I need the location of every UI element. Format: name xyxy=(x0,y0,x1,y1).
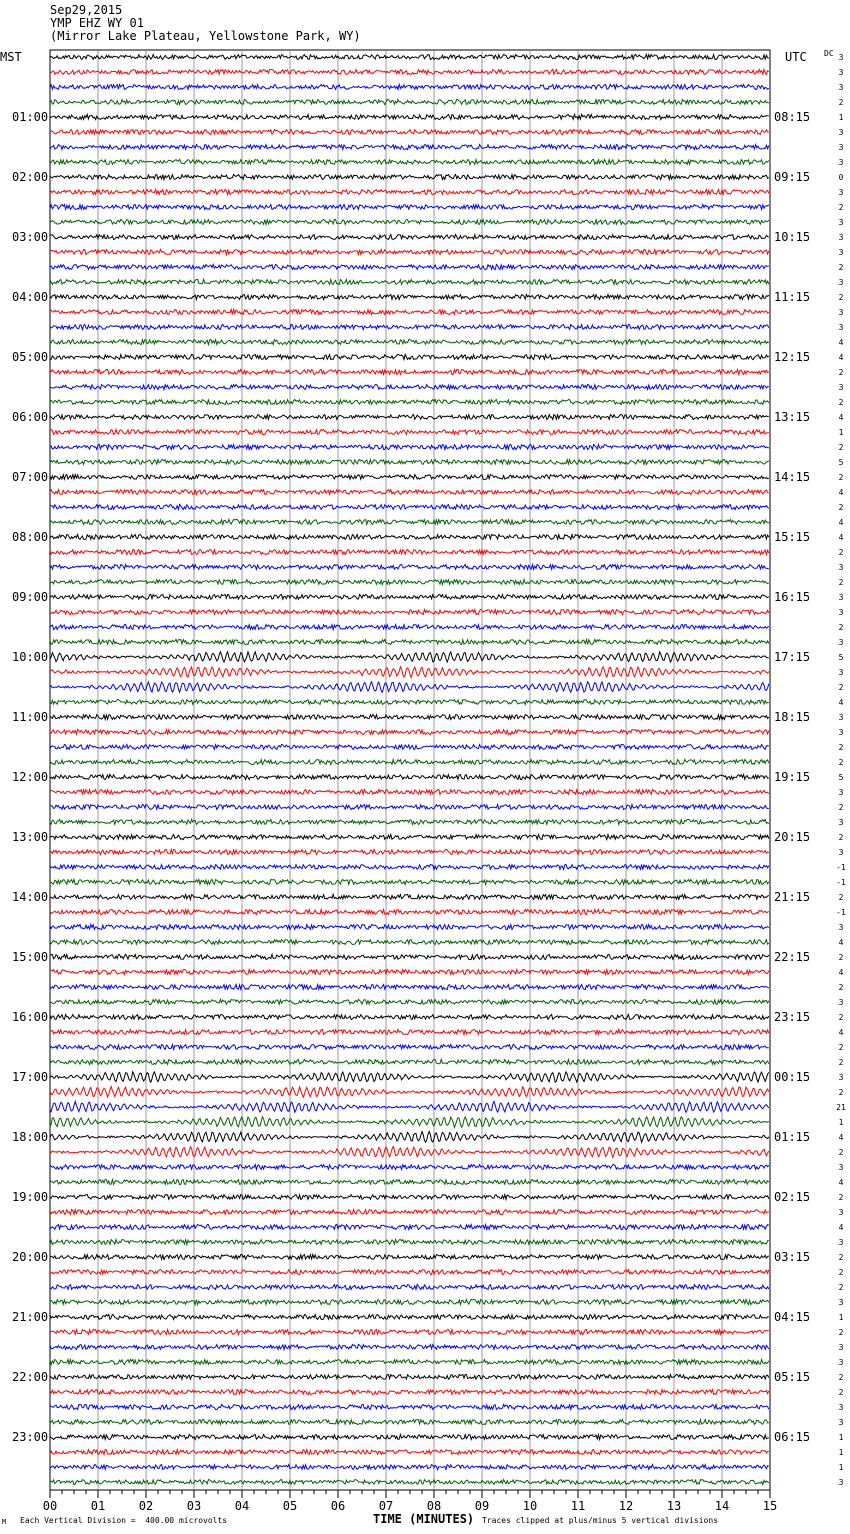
trace-58 xyxy=(50,925,769,930)
trace-63 xyxy=(50,999,769,1004)
right-hour-label: 18:15 xyxy=(774,710,811,724)
right-hour-label: 05:15 xyxy=(774,1370,811,1384)
left-hour-label: 13:00 xyxy=(12,830,49,844)
dc-offset-value: 4 xyxy=(838,1223,844,1232)
dc-offset-value: 2 xyxy=(838,398,844,407)
trace-11 xyxy=(50,219,769,224)
trace-7 xyxy=(50,159,769,164)
left-hour-label: 21:00 xyxy=(12,1310,49,1324)
x-tick-label: 09 xyxy=(474,1499,490,1513)
trace-20 xyxy=(50,354,769,359)
left-hour-label: 11:00 xyxy=(12,710,49,724)
trace-34 xyxy=(50,564,769,569)
dc-offset-value: 2 xyxy=(838,473,844,482)
dc-column-label: DC xyxy=(824,49,834,58)
dc-offset-value: 3 xyxy=(838,1478,844,1487)
trace-4 xyxy=(50,114,769,119)
dc-offset-value: 2 xyxy=(838,758,844,767)
dc-offset-value: 2 xyxy=(838,503,844,512)
left-hour-label: 19:00 xyxy=(12,1190,49,1204)
right-hour-label: 04:15 xyxy=(774,1310,811,1324)
dc-offset-value: 4 xyxy=(838,1178,844,1187)
trace-18 xyxy=(50,324,769,329)
x-tick-label: 01 xyxy=(90,1499,106,1513)
right-hour-label: 15:15 xyxy=(774,530,811,544)
left-hour-label: 08:00 xyxy=(12,530,49,544)
trace-26 xyxy=(50,444,769,449)
right-hour-label: 16:15 xyxy=(774,590,811,604)
dc-offset-value: 2 xyxy=(838,953,844,962)
trace-40 xyxy=(50,652,769,662)
right-hour-label: 14:15 xyxy=(774,470,811,484)
dc-offset-value: 2 xyxy=(838,98,844,107)
dc-offset-value: 4 xyxy=(838,938,844,947)
x-tick-label: 05 xyxy=(282,1499,298,1513)
dc-offset-value: 3 xyxy=(838,143,844,152)
dc-offset-value: 2 xyxy=(838,578,844,587)
trace-87 xyxy=(50,1359,769,1364)
right-hour-label: 11:15 xyxy=(774,290,811,304)
x-tick-label: 00 xyxy=(42,1499,58,1513)
scale-note: Each Vertical Division = 400.00 microvolts xyxy=(20,1516,228,1525)
dc-offset-value: 2 xyxy=(838,1058,844,1067)
right-hour-label: 00:15 xyxy=(774,1070,811,1084)
dc-offset-value: 2 xyxy=(838,833,844,842)
dc-offset-value: 3 xyxy=(838,248,844,257)
trace-48 xyxy=(50,774,769,779)
trace-42 xyxy=(50,682,769,692)
dc-offset-value: 4 xyxy=(838,353,844,362)
dc-offset-value: 1 xyxy=(838,1463,844,1472)
trace-95 xyxy=(50,1480,769,1485)
dc-offset-value: 2 xyxy=(838,203,844,212)
left-hour-label: 09:00 xyxy=(12,590,49,604)
dc-offset-value: 3 xyxy=(838,608,844,617)
trace-44 xyxy=(50,715,769,720)
trace-38 xyxy=(50,624,769,629)
trace-57 xyxy=(50,910,769,915)
dc-offset-value: 3 xyxy=(838,323,844,332)
dc-offset-value: 2 xyxy=(838,623,844,632)
right-hour-label: 10:15 xyxy=(774,230,811,244)
x-tick-label: 03 xyxy=(186,1499,202,1513)
trace-2 xyxy=(50,84,769,89)
trace-41 xyxy=(50,667,769,678)
left-hour-label: 03:00 xyxy=(12,230,49,244)
left-timezone-label: MST xyxy=(0,50,22,64)
right-hour-label: 13:15 xyxy=(774,410,811,424)
left-hour-label: 10:00 xyxy=(12,650,49,664)
trace-8 xyxy=(50,175,769,180)
left-hour-label: 02:00 xyxy=(12,170,49,184)
footer-mark: M xyxy=(2,1518,7,1526)
dc-offset-value: 3 xyxy=(838,278,844,287)
dc-offset-value: 3 xyxy=(838,1418,844,1427)
trace-35 xyxy=(50,580,769,585)
trace-91 xyxy=(50,1419,769,1424)
dc-offset-value: 3 xyxy=(838,188,844,197)
dc-offset-value: 2 xyxy=(838,1043,844,1052)
dc-offset-value: 3 xyxy=(838,128,844,137)
trace-23 xyxy=(50,400,769,405)
dc-offset-value: -1 xyxy=(836,908,846,917)
trace-28 xyxy=(50,475,769,480)
dc-offset-value: 2 xyxy=(838,548,844,557)
dc-offset-value: 2 xyxy=(838,803,844,812)
trace-12 xyxy=(50,235,769,240)
trace-90 xyxy=(50,1404,769,1409)
trace-3 xyxy=(50,99,769,104)
trace-16 xyxy=(50,294,769,299)
dc-offset-value: 3 xyxy=(838,1403,844,1412)
trace-70 xyxy=(50,1102,769,1113)
trace-25 xyxy=(50,429,769,434)
trace-60 xyxy=(50,954,769,959)
dc-offset-value: 2 xyxy=(838,683,844,692)
clip-note: Traces clipped at plus/minus 5 vertical divisions xyxy=(482,1516,719,1525)
dc-offset-value: 1 xyxy=(838,1448,844,1457)
dc-offset-value: 5 xyxy=(838,653,844,662)
trace-27 xyxy=(50,460,769,465)
dc-offset-value: 3 xyxy=(838,383,844,392)
trace-37 xyxy=(50,610,769,615)
dc-offset-value: 2 xyxy=(838,893,844,902)
trace-24 xyxy=(50,415,769,420)
dc-offset-value: 1 xyxy=(838,1118,844,1127)
dc-offset-value: 4 xyxy=(838,533,844,542)
trace-77 xyxy=(50,1209,769,1214)
trace-32 xyxy=(50,535,769,540)
dc-offset-value: 3 xyxy=(838,1073,844,1082)
right-hour-label: 20:15 xyxy=(774,830,811,844)
chart-date: Sep29,2015 xyxy=(50,3,123,17)
trace-81 xyxy=(50,1270,769,1275)
trace-74 xyxy=(50,1165,769,1170)
trace-80 xyxy=(50,1255,769,1260)
trace-13 xyxy=(50,250,769,255)
trace-66 xyxy=(50,1045,769,1050)
trace-5 xyxy=(50,130,769,135)
right-hour-label: 09:15 xyxy=(774,170,811,184)
trace-83 xyxy=(50,1300,769,1305)
left-hour-label: 05:00 xyxy=(12,350,49,364)
trace-88 xyxy=(50,1374,769,1379)
trace-94 xyxy=(50,1465,769,1470)
trace-47 xyxy=(50,759,769,764)
trace-9 xyxy=(50,189,769,194)
dc-offset-value: 2 xyxy=(838,1193,844,1202)
trace-85 xyxy=(50,1330,769,1335)
dc-offset-value: 3 xyxy=(838,998,844,1007)
left-hour-label: 07:00 xyxy=(12,470,49,484)
dc-offset-value: 3 xyxy=(838,53,844,62)
right-hour-label: 23:15 xyxy=(774,1010,811,1024)
dc-offset-value: 3 xyxy=(838,713,844,722)
station-code: YMP EHZ WY 01 xyxy=(50,16,144,30)
right-hour-label: 22:15 xyxy=(774,950,811,964)
trace-10 xyxy=(50,204,769,209)
left-hour-label: 22:00 xyxy=(12,1370,49,1384)
dc-offset-value: 1 xyxy=(838,1313,844,1322)
trace-64 xyxy=(50,1015,769,1020)
trace-54 xyxy=(50,864,769,869)
trace-75 xyxy=(50,1180,769,1185)
right-hour-label: 03:15 xyxy=(774,1250,811,1264)
station-location: (Mirror Lake Plateau, Yellowstone Park, WY) xyxy=(50,29,361,43)
trace-31 xyxy=(50,520,769,525)
trace-73 xyxy=(50,1147,769,1158)
dc-offset-value: 2 xyxy=(838,1328,844,1337)
x-tick-label: 15 xyxy=(762,1499,778,1513)
dc-offset-value: 3 xyxy=(838,1208,844,1217)
dc-offset-value: 2 xyxy=(838,1253,844,1262)
x-tick-label: 06 xyxy=(330,1499,346,1513)
dc-offset-value: 4 xyxy=(838,1028,844,1037)
x-tick-label: 11 xyxy=(570,1499,586,1513)
dc-offset-value: 4 xyxy=(838,413,844,422)
trace-55 xyxy=(50,879,769,884)
dc-offset-value: 4 xyxy=(838,698,844,707)
dc-offset-value: 3 xyxy=(838,638,844,647)
trace-6 xyxy=(50,145,769,150)
trace-79 xyxy=(50,1240,769,1245)
right-hour-label: 08:15 xyxy=(774,110,811,124)
dc-offset-value: 1 xyxy=(838,113,844,122)
trace-78 xyxy=(50,1224,769,1229)
dc-offset-value: 2 xyxy=(838,1013,844,1022)
dc-offset-value: 4 xyxy=(838,488,844,497)
trace-39 xyxy=(50,639,769,644)
trace-19 xyxy=(50,339,769,344)
x-tick-label: 14 xyxy=(714,1499,730,1513)
trace-84 xyxy=(50,1315,769,1320)
trace-15 xyxy=(50,279,769,284)
trace-50 xyxy=(50,804,769,809)
dc-offset-value: 3 xyxy=(838,218,844,227)
trace-62 xyxy=(50,984,769,989)
dc-offset-value: 3 xyxy=(838,788,844,797)
dc-offset-value: 4 xyxy=(838,968,844,977)
dc-offset-value: 2 xyxy=(838,1088,844,1097)
trace-92 xyxy=(50,1435,769,1440)
dc-offset-value: 3 xyxy=(838,83,844,92)
dc-offset-value: 2 xyxy=(838,1388,844,1397)
trace-21 xyxy=(50,369,769,374)
dc-offset-value: 4 xyxy=(838,1133,844,1142)
x-tick-label: 02 xyxy=(138,1499,154,1513)
dc-offset-value: 1 xyxy=(838,428,844,437)
dc-offset-value: 3 xyxy=(838,158,844,167)
left-hour-label: 12:00 xyxy=(12,770,49,784)
dc-offset-value: 5 xyxy=(838,773,844,782)
dc-offset-value: 3 xyxy=(838,923,844,932)
left-hour-label: 15:00 xyxy=(12,950,49,964)
right-hour-label: 12:15 xyxy=(774,350,811,364)
trace-14 xyxy=(50,265,769,270)
trace-52 xyxy=(50,834,769,839)
trace-71 xyxy=(50,1117,769,1128)
left-hour-label: 18:00 xyxy=(12,1130,49,1144)
left-hour-label: 17:00 xyxy=(12,1070,49,1084)
dc-offset-value: 3 xyxy=(838,593,844,602)
dc-offset-value: 3 xyxy=(838,728,844,737)
trace-0 xyxy=(50,54,769,59)
trace-72 xyxy=(50,1132,769,1143)
x-tick-label: 13 xyxy=(666,1499,682,1513)
x-tick-label: 04 xyxy=(234,1499,250,1513)
x-tick-label: 07 xyxy=(378,1499,394,1513)
trace-53 xyxy=(50,849,769,854)
dc-offset-value: 0 xyxy=(838,173,844,182)
left-hour-label: 23:00 xyxy=(12,1430,49,1444)
trace-59 xyxy=(50,940,769,945)
left-hour-label: 16:00 xyxy=(12,1010,49,1024)
left-hour-label: 20:00 xyxy=(12,1250,49,1264)
dc-offset-value: 1 xyxy=(838,1433,844,1442)
dc-offset-value: 2 xyxy=(838,1148,844,1157)
trace-22 xyxy=(50,385,769,390)
dc-offset-value: 3 xyxy=(838,1163,844,1172)
trace-46 xyxy=(50,745,769,750)
x-tick-label: 12 xyxy=(618,1499,634,1513)
left-hour-label: 14:00 xyxy=(12,890,49,904)
right-hour-label: 19:15 xyxy=(774,770,811,784)
dc-offset-value: 2 xyxy=(838,983,844,992)
dc-offset-value: 3 xyxy=(838,308,844,317)
trace-89 xyxy=(50,1390,769,1395)
right-timezone-label: UTC xyxy=(785,50,807,64)
trace-76 xyxy=(50,1195,769,1200)
x-tick-label: 10 xyxy=(522,1499,538,1513)
trace-56 xyxy=(50,894,769,899)
trace-82 xyxy=(50,1284,769,1289)
right-hour-label: 01:15 xyxy=(774,1130,811,1144)
dc-offset-value: -1 xyxy=(836,878,846,887)
right-hour-label: 02:15 xyxy=(774,1190,811,1204)
dc-offset-value: 3 xyxy=(838,233,844,242)
dc-offset-value: 2 xyxy=(838,1373,844,1382)
trace-51 xyxy=(50,819,769,824)
dc-offset-value: -1 xyxy=(836,863,846,872)
trace-43 xyxy=(50,700,769,705)
right-hour-label: 06:15 xyxy=(774,1430,811,1444)
trace-36 xyxy=(50,595,769,600)
trace-29 xyxy=(50,490,769,495)
dc-offset-value: 21 xyxy=(836,1103,846,1112)
dc-offset-value: 5 xyxy=(838,458,844,467)
right-hour-label: 17:15 xyxy=(774,650,811,664)
trace-30 xyxy=(50,504,769,509)
left-hour-label: 04:00 xyxy=(12,290,49,304)
dc-offset-value: 3 xyxy=(838,68,844,77)
dc-offset-value: 2 xyxy=(838,263,844,272)
dc-offset-value: 3 xyxy=(838,668,844,677)
trace-17 xyxy=(50,310,769,315)
dc-offset-value: 3 xyxy=(838,1358,844,1367)
dc-offset-value: 3 xyxy=(838,563,844,572)
dc-offset-value: 2 xyxy=(838,443,844,452)
left-hour-label: 01:00 xyxy=(12,110,49,124)
dc-offset-value: 3 xyxy=(838,1238,844,1247)
dc-offset-value: 3 xyxy=(838,1298,844,1307)
dc-offset-value: 4 xyxy=(838,338,844,347)
trace-68 xyxy=(50,1072,769,1082)
trace-86 xyxy=(50,1344,769,1349)
dc-offset-value: 4 xyxy=(838,518,844,527)
trace-33 xyxy=(50,550,769,555)
dc-offset-value: 2 xyxy=(838,1283,844,1292)
trace-65 xyxy=(50,1030,769,1035)
dc-offset-value: 3 xyxy=(838,1343,844,1352)
trace-93 xyxy=(50,1450,769,1455)
x-axis-title: TIME (MINUTES) xyxy=(373,1512,475,1526)
dc-offset-value: 3 xyxy=(838,848,844,857)
dc-offset-value: 3 xyxy=(838,818,844,827)
right-hour-label: 21:15 xyxy=(774,890,811,904)
left-hour-label: 06:00 xyxy=(12,410,49,424)
x-tick-label: 08 xyxy=(426,1499,442,1513)
trace-67 xyxy=(50,1059,769,1064)
dc-offset-value: 2 xyxy=(838,1268,844,1277)
trace-1 xyxy=(50,69,769,74)
dc-offset-value: 2 xyxy=(838,368,844,377)
trace-45 xyxy=(50,730,769,735)
trace-61 xyxy=(50,970,769,975)
trace-49 xyxy=(50,789,769,794)
dc-offset-value: 2 xyxy=(838,743,844,752)
dc-offset-value: 2 xyxy=(838,293,844,302)
trace-69 xyxy=(50,1087,769,1098)
